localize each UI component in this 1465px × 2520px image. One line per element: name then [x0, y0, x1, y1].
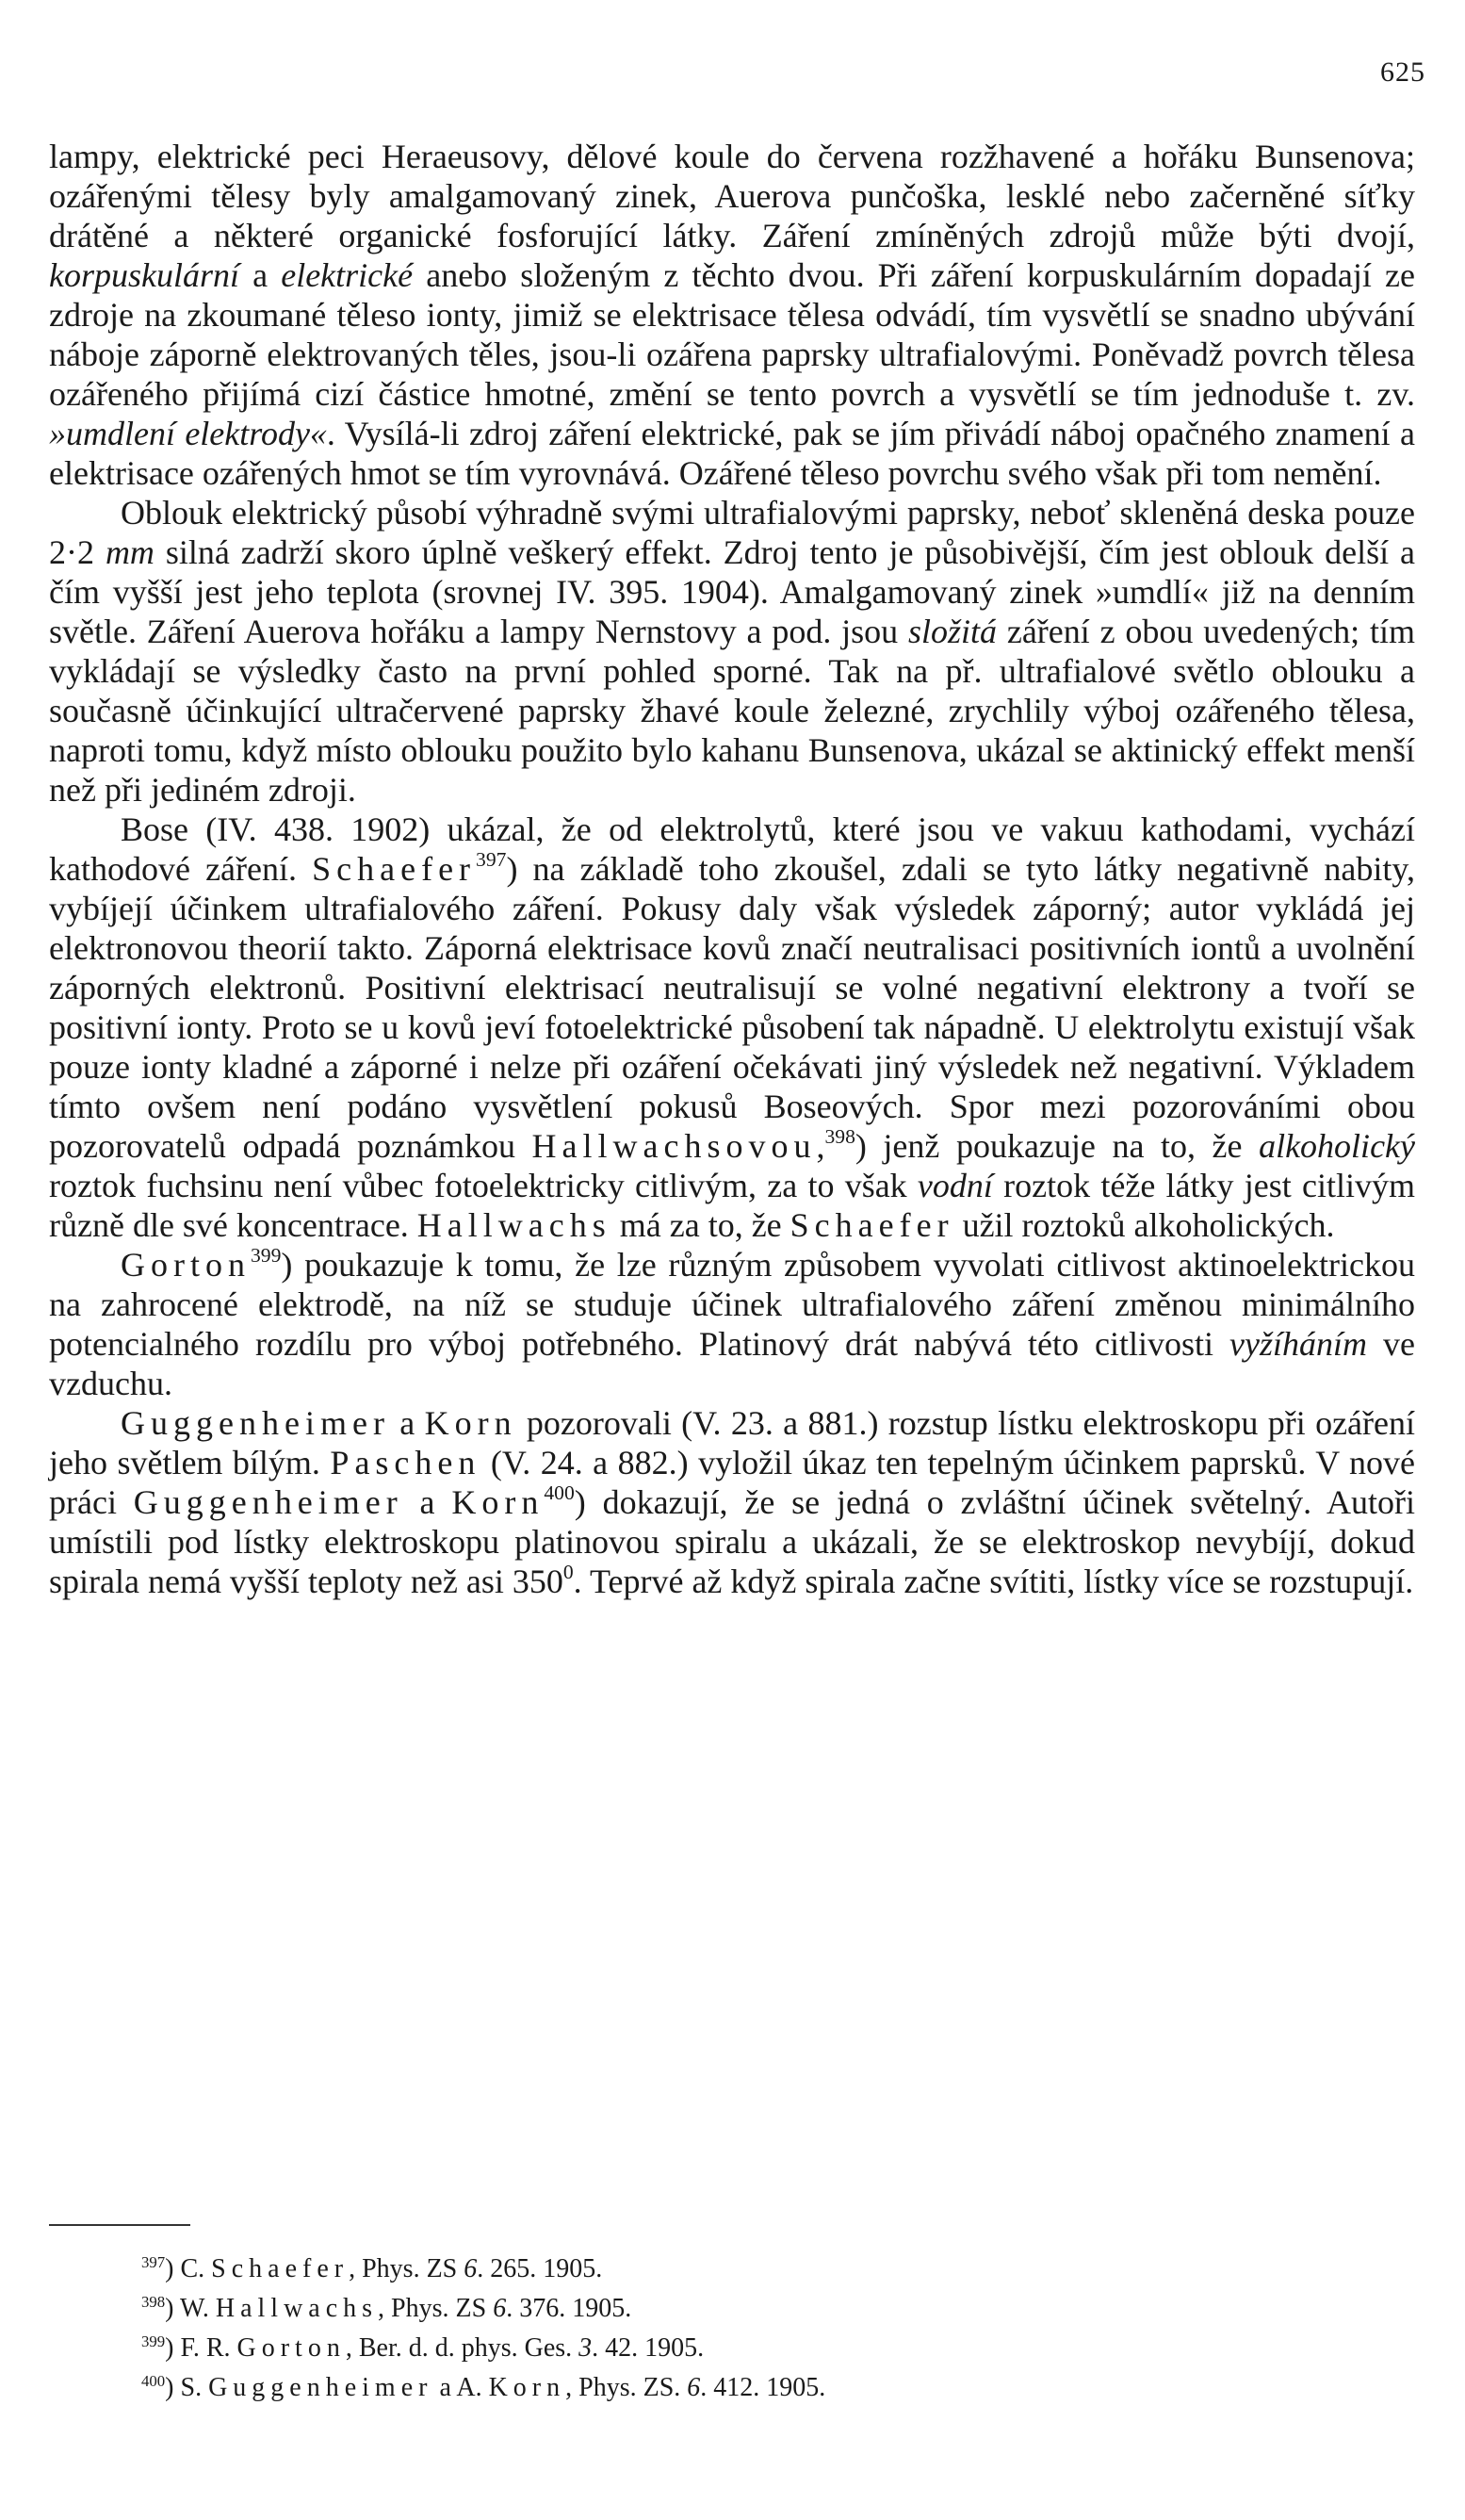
- text-run: , Phys. ZS.: [565, 2373, 688, 2403]
- text-run: , Phys. ZS: [349, 2254, 464, 2284]
- italic-text: 3: [578, 2333, 593, 2364]
- spaced-name: Korn: [451, 1483, 545, 1521]
- spaced-name: Gorton: [121, 1246, 251, 1284]
- spaced-name: Schaefer: [312, 850, 477, 888]
- footnote-ref: 0: [562, 1560, 574, 1583]
- text-run: ) F. R.: [165, 2333, 237, 2364]
- footnote-number: 400: [141, 2372, 166, 2391]
- footnote: [141, 2285, 1272, 2325]
- spaced-name: Korn: [424, 1404, 517, 1442]
- text-run: a A.: [432, 2373, 489, 2403]
- text-run: ) C.: [165, 2254, 212, 2284]
- spaced-name: Korn: [488, 2373, 566, 2403]
- spaced-name: Gorton: [236, 2333, 346, 2364]
- text-run: anebo složeným z těchto dvou. Při záření korpuskulárním dopadají ze zdroje na zkoumané těleso ionty, jimiž se elektrisace tělesa odvádí, tím vysvětlí se snadno ubývání náboje záporně elektrovaných těles, jsou-li ozářena paprsky ultrafialovými. Poněvadž povrch tělesa ozářeného přijímá cizí částice hmotné, změní se tento povrch a vysvětlí se tím jednoduše t. zv.: [49, 256, 1415, 413]
- spaced-name: Hallwachsovou: [531, 1127, 817, 1165]
- paragraph: [49, 1245, 1415, 1403]
- text-run: Oblouk elektrický působí výhradně svými ultrafialovými paprsky, neboť skleněná deska pouze 2·2: [49, 494, 1415, 571]
- footnote: [141, 2325, 1272, 2365]
- italic-text: »umdlení elektrody«: [49, 415, 327, 452]
- spaced-name: Hallwachs: [215, 2294, 379, 2324]
- spaced-name: Schaefer: [789, 1206, 954, 1244]
- italic-text: 6: [493, 2294, 507, 2324]
- text-run: ) na základě toho zkoušel, zdali se tyto látky negativně nabity, vybíjejí účinkem ultrafialového záření. Pokusy daly však výsledek záporný; autor vykládá jej elektronovou theorií takto. Záporná elektrisace kovů značí neutralisaci positivních iontů a uvolnění záporných elektronů. Positivní elektrisací neutralisují se volné negativní elektrony a tvoří se positivní ionty. Proto se u kovů jeví fotoelektrické působení tak nápadně. U elektrolytu existují však pouze ionty kladné a záporné i nelze při ozáření očekávati jiný výsledek než negativní. Výkladem tímto ovšem není podáno vysvětlení pokusů Boseových. Spor mezi pozorováními obou pozorovatelů odpadá poznámkou: [49, 850, 1415, 1165]
- text-run: . 42. 1905.: [592, 2333, 705, 2364]
- text-run: silná zadrží skoro úplně veškerý effekt. Zdroj tento je působivější, čím jest oblouk delší a čím vyšší jest jeho teplota (srovnej IV. 395. 1904). Amalgamovaný zinek »umdlí« již na denním světle. Záření Auerova hořáku a lampy Nernstovy a pod. jsou: [49, 533, 1416, 650]
- italic-text: mm: [105, 533, 155, 571]
- text-run: roztok fuchsinu není vůbec fotoelektricky citlivým, za to však: [49, 1167, 918, 1204]
- paragraph: [49, 810, 1415, 1245]
- spaced-name: Schaefer: [211, 2254, 350, 2284]
- text-run: a: [402, 1483, 452, 1521]
- text-run: . Teprvé až když spirala začne svítiti, lístky více se rozstupují.: [573, 1563, 1414, 1600]
- page-number: 625: [1380, 57, 1425, 88]
- footnote-ref: 399: [251, 1243, 282, 1267]
- spaced-name: Hallwachs: [416, 1206, 611, 1244]
- spaced-name: Guggenheimer: [208, 2373, 433, 2403]
- text-run: a: [239, 256, 282, 294]
- text-run: ) dokazují, že se jedná o zvláštní účinek světelný. Autoři umístili pod lístky elektroskopu platinovou spiralu a ukázali, že se elektroskop nevybíjí, dokud spirala nemá vyšší teploty než asi 350: [49, 1483, 1415, 1600]
- italic-text: elektrické: [281, 256, 414, 294]
- italic-text: vodní: [917, 1167, 993, 1204]
- text-run: . Vysílá-li zdroj záření elektrické, pak se jím přivádí náboj opačného znamení a elektrisace ozářených hmot se tím vyrovnává. Ozářené těleso povrchu svého však při tom nemění.: [49, 415, 1415, 492]
- paragraph: [49, 493, 1415, 810]
- italic-text: alkoholický: [1259, 1127, 1415, 1165]
- text-run: . 265. 1905.: [477, 2254, 603, 2284]
- footnote-number: 399: [141, 2332, 166, 2351]
- footnote: [141, 2246, 1272, 2285]
- text-run: záření z obou uvedených; tím vykládají se výsledky často na první pohled sporné. Tak na př. ultrafialové světlo oblouku a současně účinkující ultračervené paprsky žhavé koule železné, zrychlily výboj ozářeného tělesa, naproti tomu, když místo oblouku použito bylo kahanu Bunsenova, ukázal se aktinický effekt menší než při jediném zdroji.: [49, 613, 1415, 809]
- footnote-divider: [49, 2224, 190, 2226]
- footnote-number: 397: [141, 2253, 166, 2271]
- text-run: ) S.: [165, 2373, 209, 2403]
- italic-text: 6: [464, 2254, 478, 2284]
- text-run: ve vzduchu.: [49, 1325, 1415, 1402]
- text-run: pozorovali (V. 23. a 881.) rozstup lístku elektroskopu při ozáření jeho světlem bílým.: [49, 1404, 1415, 1481]
- text-run: ,: [816, 1127, 825, 1165]
- text-run: (V. 24. a 882.) vyložil úkaz ten tepelným účinkem paprsků. V nové práci: [49, 1444, 1416, 1521]
- italic-text: vyžíháním: [1229, 1325, 1367, 1363]
- text-run: , Ber. d. d. phys. Ges.: [345, 2333, 579, 2364]
- italic-text: 6: [687, 2373, 701, 2403]
- body-text: [49, 137, 1415, 1601]
- text-run: Bose (IV. 438. 1902) ukázal, že od elektrolytů, které jsou ve vakuu kathodami, vychází kathodové záření.: [49, 810, 1415, 888]
- text-run: užil roztoků alkoholických.: [953, 1206, 1335, 1244]
- italic-text: složitá: [908, 613, 998, 650]
- text-run: má za to, že: [610, 1206, 790, 1244]
- text-run: ) poukazuje k tomu, že lze různým způsobem vyvolati citlivost aktinoelektrickou na zahrocené elektrodě, na níž se studuje účinek ultrafialového záření změnou minimálního potencialného rozdílu pro výboj potřebného. Platinový drát nabývá této citlivosti: [49, 1246, 1415, 1363]
- text-run: lampy, elektrické peci Heraeusovy, dělové koule do červena rozžhavené a hořáku Bunsenova; ozářenými tělesy byly amalgamovaný zinek, Auerova punčoška, lesklé nebo začerněné síťky drátěné a některé organické fosforující látky. Záření zmíněných zdrojů může býti dvojí,: [49, 138, 1415, 254]
- footnote: [141, 2365, 1272, 2404]
- footnotes: [141, 2246, 1272, 2404]
- footnote-ref: 398: [824, 1124, 855, 1148]
- spaced-name: Guggenheimer: [133, 1483, 403, 1521]
- text-run: ) jenž poukazuje na to, že: [855, 1127, 1260, 1165]
- text-run: . 376. 1905.: [506, 2294, 632, 2324]
- spaced-name: Paschen: [330, 1444, 481, 1481]
- text-run: , Phys. ZS: [378, 2294, 494, 2324]
- text-run: a: [389, 1404, 425, 1442]
- spaced-name: Guggenheimer: [121, 1404, 390, 1442]
- footnote-number: 398: [141, 2293, 166, 2312]
- footnote-ref: 400: [544, 1481, 575, 1504]
- paragraph: [49, 1403, 1415, 1601]
- text-run: roztok téže látky jest citlivým různě dle své koncentrace.: [49, 1167, 1415, 1244]
- footnote-ref: 397: [476, 847, 507, 871]
- text-run: ) W.: [165, 2294, 216, 2324]
- text-run: . 412. 1905.: [700, 2373, 826, 2403]
- paragraph: [49, 137, 1415, 493]
- italic-text: korpuskulární: [49, 256, 239, 294]
